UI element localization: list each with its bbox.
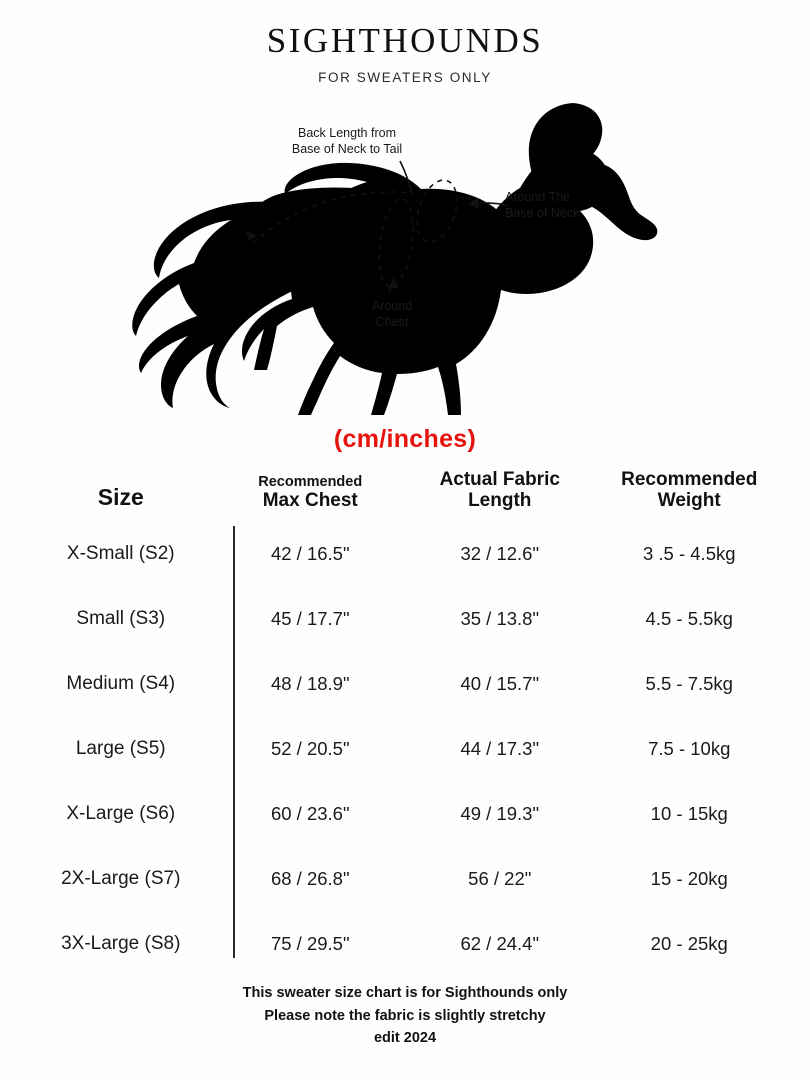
table-header-row bbox=[26, 468, 784, 522]
annotation-chest-line2: Chest bbox=[375, 315, 409, 330]
annotation-back-length-line1: Back Length from bbox=[298, 125, 396, 140]
size-table bbox=[26, 468, 784, 977]
dog-measurement-diagram bbox=[0, 93, 810, 423]
cell-chest: 45 / 17.7" bbox=[270, 607, 350, 629]
cell-size: 3X-Large (S8) bbox=[61, 932, 181, 954]
table-divider bbox=[233, 526, 235, 958]
table-row bbox=[26, 586, 784, 651]
footer-line-3: edit 2024 bbox=[373, 1029, 437, 1046]
footer-line-1: This sweater size chart is for Sighthounds only bbox=[242, 985, 568, 1002]
back-length-guide bbox=[253, 191, 412, 242]
cell-weight: 5.5 - 7.5kg bbox=[645, 672, 733, 694]
header-max-chest-line2: Max Chest bbox=[262, 489, 358, 511]
cell-chest: 48 / 18.9" bbox=[270, 672, 350, 694]
footer-line-2: Please note the fabric is slightly stretchy bbox=[264, 1007, 546, 1024]
size-table-container bbox=[0, 468, 810, 977]
cell-length: 32 / 12.6" bbox=[460, 542, 540, 564]
cell-chest: 68 / 26.8" bbox=[270, 867, 350, 889]
cell-size: Medium (S4) bbox=[66, 672, 176, 694]
cell-weight: 7.5 - 10kg bbox=[648, 737, 731, 759]
table-row bbox=[26, 911, 784, 976]
cell-chest: 52 / 20.5" bbox=[270, 737, 350, 759]
annotation-back-length-line2: Base of Neck to Tail bbox=[291, 142, 403, 157]
table-row bbox=[26, 781, 784, 846]
cell-size: X-Large (S6) bbox=[66, 802, 176, 824]
cell-length: 49 / 19.3" bbox=[460, 802, 540, 824]
annotation-neck-line2: Base of Neck bbox=[505, 206, 580, 221]
table-row bbox=[26, 716, 784, 781]
table-row bbox=[26, 521, 784, 586]
header-max-chest-line1: Recommended bbox=[258, 473, 363, 490]
header-fabric-length bbox=[405, 468, 595, 522]
header-fabric-length-line1: Actual Fabric bbox=[439, 468, 560, 490]
cell-size: Large (S5) bbox=[75, 737, 166, 759]
header-fabric-length-line2: Length bbox=[468, 489, 532, 511]
annotation-chest-line1: Around bbox=[371, 298, 413, 313]
table-row bbox=[26, 846, 784, 911]
header-max-chest bbox=[216, 468, 406, 522]
cell-weight: 10 - 15kg bbox=[650, 802, 728, 824]
cell-chest: 42 / 16.5" bbox=[270, 542, 350, 564]
cell-weight: 20 - 25kg bbox=[650, 932, 728, 954]
cell-length: 62 / 24.4" bbox=[460, 932, 540, 954]
table-header bbox=[26, 468, 784, 522]
cell-length: 56 / 22" bbox=[468, 867, 532, 889]
back-length-arrowhead bbox=[246, 231, 257, 241]
page-subtitle: FOR SWEATERS ONLY bbox=[318, 69, 492, 85]
cell-size: X-Small (S2) bbox=[66, 542, 175, 564]
neck-arrowhead bbox=[468, 198, 479, 209]
units-note: (cm/inches) bbox=[333, 424, 477, 453]
cell-weight: 3 .5 - 4.5kg bbox=[642, 542, 736, 564]
header-recommended-weight bbox=[595, 468, 785, 522]
cell-chest: 60 / 23.6" bbox=[270, 802, 350, 824]
chest-circumference-guide bbox=[374, 197, 418, 289]
neck-circumference-guide bbox=[410, 175, 464, 247]
cell-length: 35 / 13.8" bbox=[460, 607, 540, 629]
cell-weight: 15 - 20kg bbox=[650, 867, 728, 889]
header-recommended-weight-line1: Recommended bbox=[621, 468, 758, 490]
footer-note bbox=[0, 982, 810, 1049]
table-row bbox=[26, 651, 784, 716]
cell-length: 44 / 17.3" bbox=[460, 737, 540, 759]
header-recommended-weight-line2: Weight bbox=[657, 489, 721, 511]
page-title: SIGHTHOUNDS bbox=[266, 21, 544, 60]
table-body bbox=[26, 521, 784, 976]
back-length-pointer bbox=[400, 161, 412, 195]
cell-weight: 4.5 - 5.5kg bbox=[645, 607, 733, 629]
cell-length: 40 / 15.7" bbox=[460, 672, 540, 694]
annotation-neck-line1: Around The bbox=[505, 189, 571, 204]
cell-chest: 75 / 29.5" bbox=[270, 932, 350, 954]
cell-size: Small (S3) bbox=[76, 607, 166, 629]
measurement-guides bbox=[0, 93, 810, 423]
cell-size: 2X-Large (S7) bbox=[61, 867, 181, 889]
header-size: Size bbox=[97, 484, 144, 511]
